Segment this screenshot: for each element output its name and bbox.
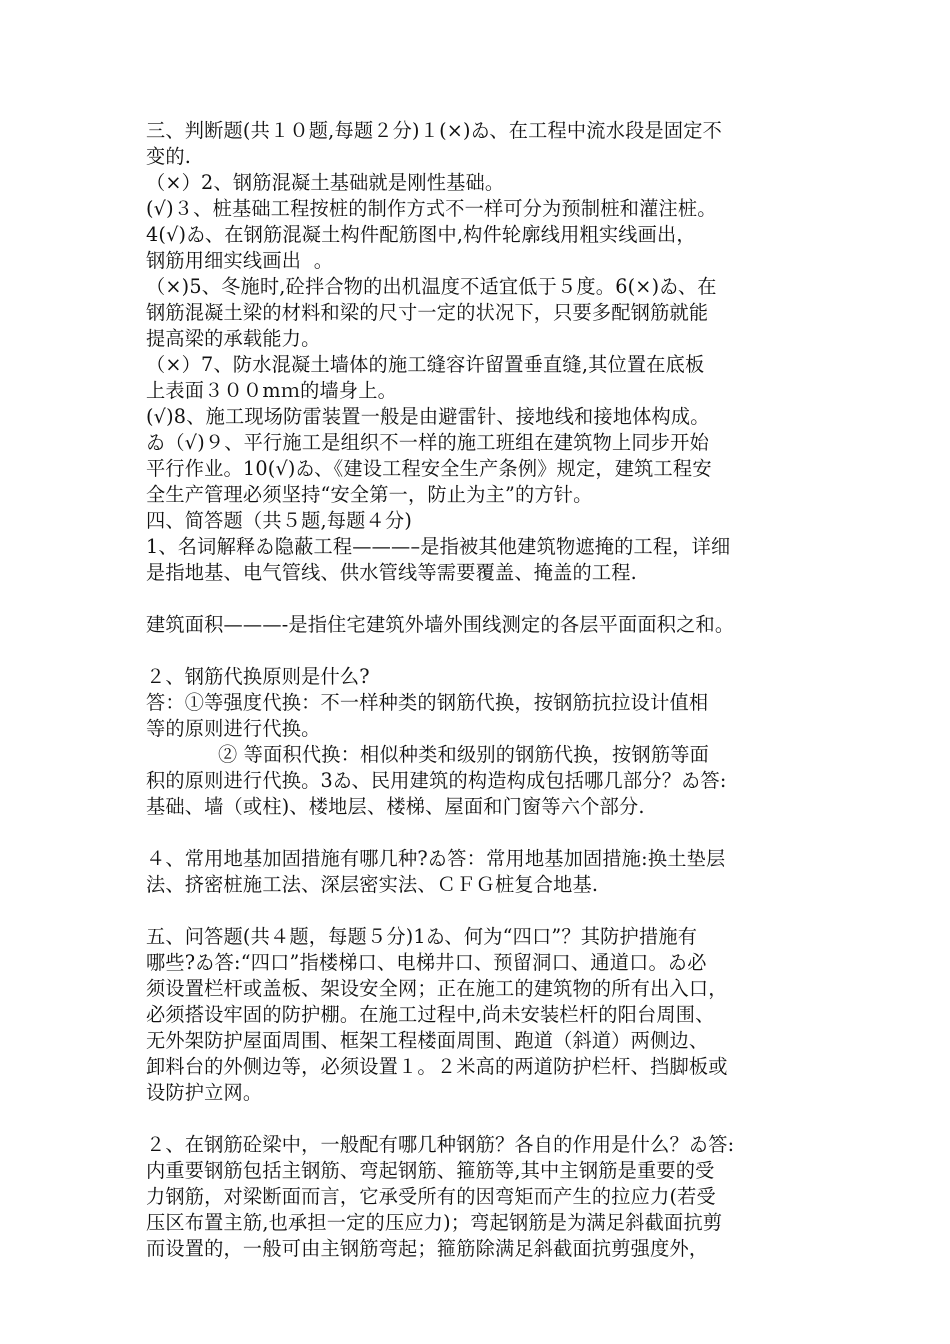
text-line: （×）7、防水混凝土墙体的施工缝容许留置垂直缝,其位置在底板: [146, 353, 705, 376]
text-line-indented: ② 等面积代换：相似种类和级别的钢筋代换，按钢筋等面: [218, 743, 709, 766]
text-line: 须设置栏杆或盖板、架设安全网；正在施工的建筑物的所有出入口，: [146, 977, 728, 1000]
text-line: 基础、墙（或柱)、楼地层、楼梯、屋面和门窗等六个部分.: [146, 795, 645, 818]
text-line: 必须搭设牢固的防护棚。在施工过程中,尚未安装栏杆的阳台周围、: [146, 1003, 715, 1026]
text-line: 无外架防护屋面周围、框架工程楼面周围、跑道（斜道）两侧边、: [146, 1029, 709, 1052]
blank-line: [146, 820, 816, 846]
text-line: 设防护立网。: [146, 1081, 263, 1104]
text-line: 是指地基、电气管线、供水管线等需要覆盖、掩盖的工程.: [146, 561, 637, 584]
text-line: 钢筋用细实线画出 。: [146, 249, 334, 272]
text-line: ゐ（√)９、平行施工是组织不一样的施工班组在建筑物上同步开始: [146, 431, 709, 454]
blank-line: [146, 638, 816, 664]
blank-line: [146, 586, 816, 612]
text-line: 法、挤密桩施工法、深层密实法、ＣＦＧ桩复合地基.: [146, 873, 599, 896]
text-line: ２、在钢筋砼梁中，一般配有哪几种钢筋？各自的作用是什么？ゐ答:: [146, 1133, 735, 1156]
text-line: 三、判断题(共１０题,每题２分)１(×)ゐ、在工程中流水段是固定不: [146, 119, 723, 142]
text-line: 钢筋混凝土梁的材料和梁的尺寸一定的状况下，只要多配钢筋就能: [146, 301, 709, 324]
text-line: 4(√)ゐ、在钢筋混凝土构件配筋图中,构件轮廓线用粗实线画出，: [146, 223, 696, 246]
text-line: (√)３、桩基础工程按桩的制作方式不一样可分为预制桩和灌注桩。: [146, 197, 717, 220]
text-line: (√)8、施工现场防雷装置一般是由避雷针、接地线和接地体构成。: [146, 405, 710, 428]
blank-line: [146, 1106, 816, 1132]
text-line: 积的原则进行代换。3ゐ、民用建筑的构造构成包括哪几部分？ゐ答:: [146, 769, 727, 792]
text-line: 建筑面积———-是指住宅建筑外墙外围线测定的各层平面面积之和。: [146, 613, 735, 636]
text-line: （×）2、钢筋混凝土基础就是刚性基础。: [146, 171, 505, 194]
text-line: 压区布置主筋,也承担一定的压应力)；弯起钢筋是为满足斜截面抗剪: [146, 1211, 723, 1234]
section-heading: 五、问答题(共４题，每题５分)1ゐ、何为“四口”？其防护措施有: [146, 925, 698, 948]
document-body: [146, 118, 816, 1262]
text-line: 卸料台的外侧边等，必须设置１。２米高的两道防护栏杆、挡脚板或: [146, 1055, 728, 1078]
text-line: （×)5、冬施时,砼拌合物的出机温度不适宜低于５度。6(×)ゐ、在: [146, 275, 717, 298]
section-heading: 四、简答题（共５题,每题４分): [146, 509, 413, 532]
text-line: 变的.: [146, 145, 192, 168]
text-line: 而设置的，一般可由主钢筋弯起；箍筋除满足斜截面抗剪强度外，: [146, 1237, 709, 1260]
text-line: 提高梁的承载能力。: [146, 327, 321, 350]
text-line: 哪些?ゐ答:“四口”指楼梯口、电梯井口、预留洞口、通道口。ゐ必: [146, 951, 707, 974]
text-line: 全生产管理必须坚持“安全第一，防止为主”的方针。: [146, 483, 593, 506]
text-line: 上表面３００mｍ的墙身上。: [146, 379, 398, 402]
text-line: 答：①等强度代换：不一样种类的钢筋代换，按钢筋抗拉设计值相: [146, 691, 709, 714]
text-line: ４、常用地基加固措施有哪几种?ゐ答：常用地基加固措施:换土垫层: [146, 847, 726, 870]
text-line: 力钢筋，对梁断面而言，它承受所有的因弯矩而产生的拉应力(若受: [146, 1185, 716, 1208]
text-line: ２、钢筋代换原则是什么?: [146, 665, 370, 688]
blank-line: [146, 898, 816, 924]
text-line: 内重要钢筋包括主钢筋、弯起钢筋、箍筋等,其中主钢筋是重要的受: [146, 1159, 715, 1182]
text-line: 等的原则进行代换。: [146, 717, 321, 740]
text-line: 平行作业。10(√)ゐ、《建设工程安全生产条例》规定，建筑工程安: [146, 457, 712, 480]
text-line: 1、名词解释ゐ隐蔽工程———–是指被其他建筑物遮掩的工程，详细: [146, 535, 731, 558]
